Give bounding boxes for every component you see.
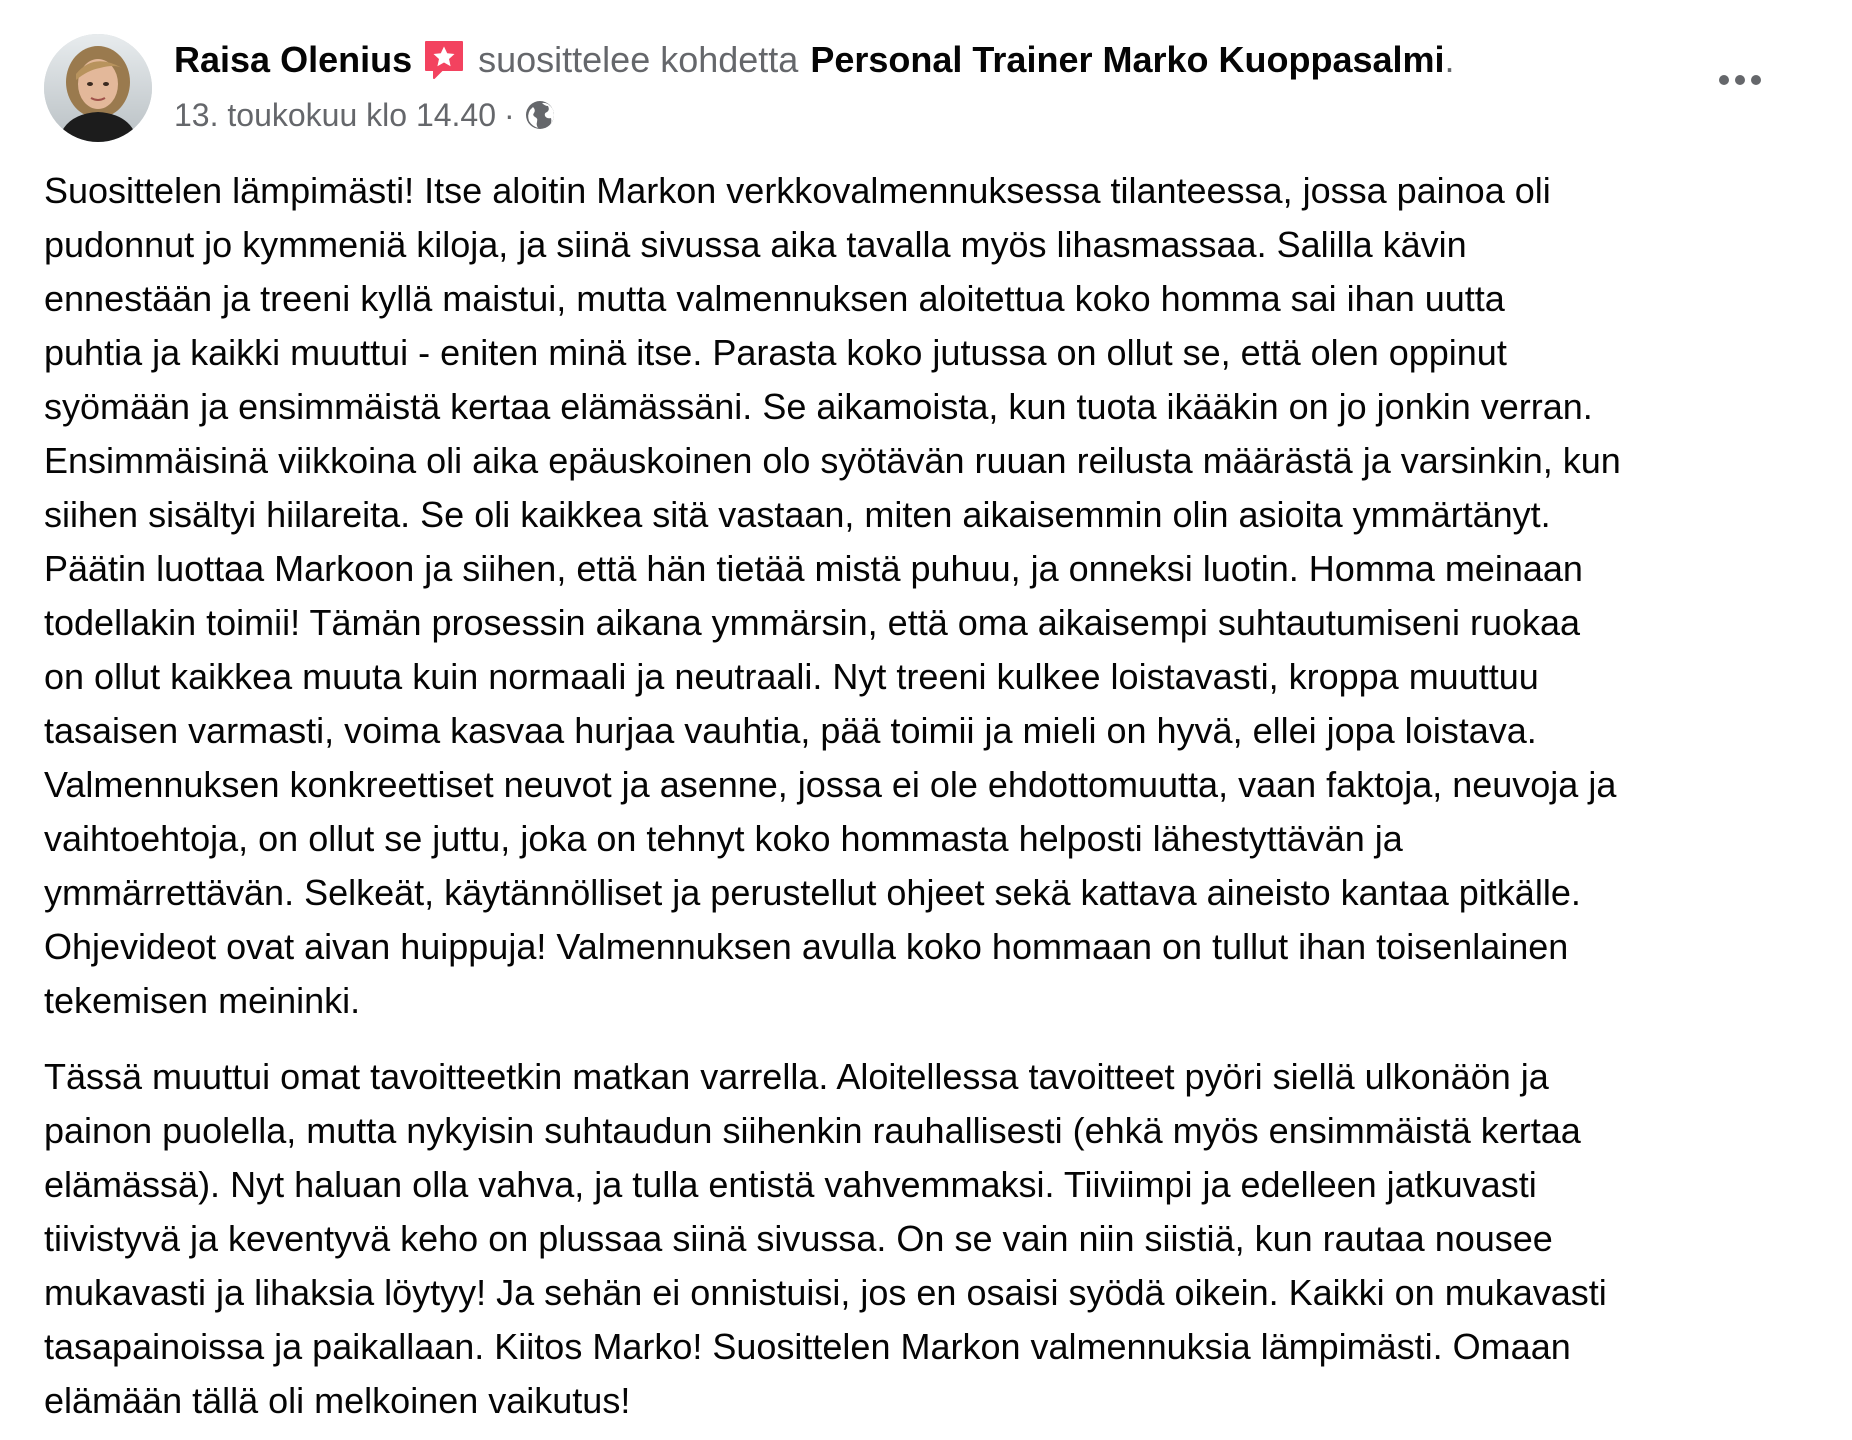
- more-options-button[interactable]: [1710, 60, 1770, 100]
- globe-icon[interactable]: [523, 98, 557, 132]
- post-paragraph-2: Tässä muuttui omat tavoitteetkin matkan varrella. Aloitellessa tavoitteet pyöri siellä ulkonäön ja painon puolella, mutta nykyisin suhtaudun siihenkin rauhallisesti (ehkä myös ensimmäistä kertaa elämässä). Nyt haluan olla vahva, ja tulla entistä vahvemmaksi. Tiiviimpi ja edelleen jatkuvasti tiivistyvä ja keventyvä keho on plussaa siinä sivussa. On se vain niin siistiä, kun rautaa nousee mukavasti ja lihaksia löytyy! Ja sehän ei onnistuisi, jos en osaisi syödä oikein. Kaikki on mukavasti tasapainoissa ja paikallaan. Kiitos Marko! Suosittelen Markon valmennuksia lämpimästi. Omaan elämään tällä oli melkoinen vaikutus!: [44, 1056, 1607, 1421]
- author-name[interactable]: Raisa Olenius: [174, 39, 413, 80]
- post-meta: [174, 94, 557, 136]
- meta-separator: ·: [504, 96, 515, 133]
- more-options-icon: [1718, 74, 1762, 86]
- post-paragraph-1: Suosittelen lämpimästi! Itse aloitin Markon verkkovalmennuksessa tilanteessa, jossa painoa oli pudonnut jo kymmeniä kiloja, ja siinä sivussa aika tavalla myös lihasmassaa. Salilla kävin ennestään ja treeni kyllä maistui, mutta valmennuksen aloitettua koko homma sai ihan uutta puhtia ja kaikki muuttui - eniten minä itse. Parasta koko jutussa on ollut se, että olen oppinut syömään ja ensimmäistä kertaa elämässäni. Se aikamoista, kun tuota ikääkin on jo jonkin verran. Ensimmäisinä viikkoina oli aika epäuskoinen olo syötävän ruuan reilusta määrästä ja varsinkin, kun siihen sisältyi hiilareita. Se oli kaikkea sitä vastaan, miten aikaisemmin olin asioita ymmärtänyt. Päätin luottaa Markoon ja siihen, että hän tietää mistä puhuu, ja onneksi luotin. Homma meinaan todellakin toimii! Tämän prosessin aikana ymmärsin, että oma aikaisempi suhtautumiseni ruokaa on ollut kaikkea muuta kuin normaali ja neutraali. Nyt treeni kulkee loistavasti, kroppa muuttuu tasaisen varmasti, voima kasvaa hurjaa vauhtia, pää toimii ja mieli on hyvä, ellei jopa loistava. Valmennuksen konkreettiset neuvot ja asenne, jossa ei ole ehdottomuutta, vaan faktoja, neuvoja ja vaihtoehtoja, on ollut se juttu, joka on tehnyt koko hommasta helposti lähestyttävän ja ymmärrettävän. Selkeät, käytännölliset ja perustellut ohjeet sekä kattava aineisto kantaa pitkälle. Ohjevideot ovat aivan huippuja! Valmennuksen avulla koko hommaan on tullut ihan toisenlainen tekemisen meininki.: [44, 170, 1621, 1021]
- header-period: .: [1444, 39, 1455, 80]
- avatar[interactable]: [44, 34, 152, 142]
- recommendation-action-text: suosittelee kohdetta: [478, 39, 799, 80]
- recommendation-star-icon: [422, 38, 466, 82]
- post-header: [174, 36, 1455, 84]
- post-body: [44, 164, 1834, 1428]
- profile-photo: [44, 34, 152, 142]
- post-timestamp[interactable]: 13. toukokuu klo 14.40: [174, 96, 497, 133]
- recommended-page-name[interactable]: Personal Trainer Marko Kuoppasalmi: [810, 39, 1445, 80]
